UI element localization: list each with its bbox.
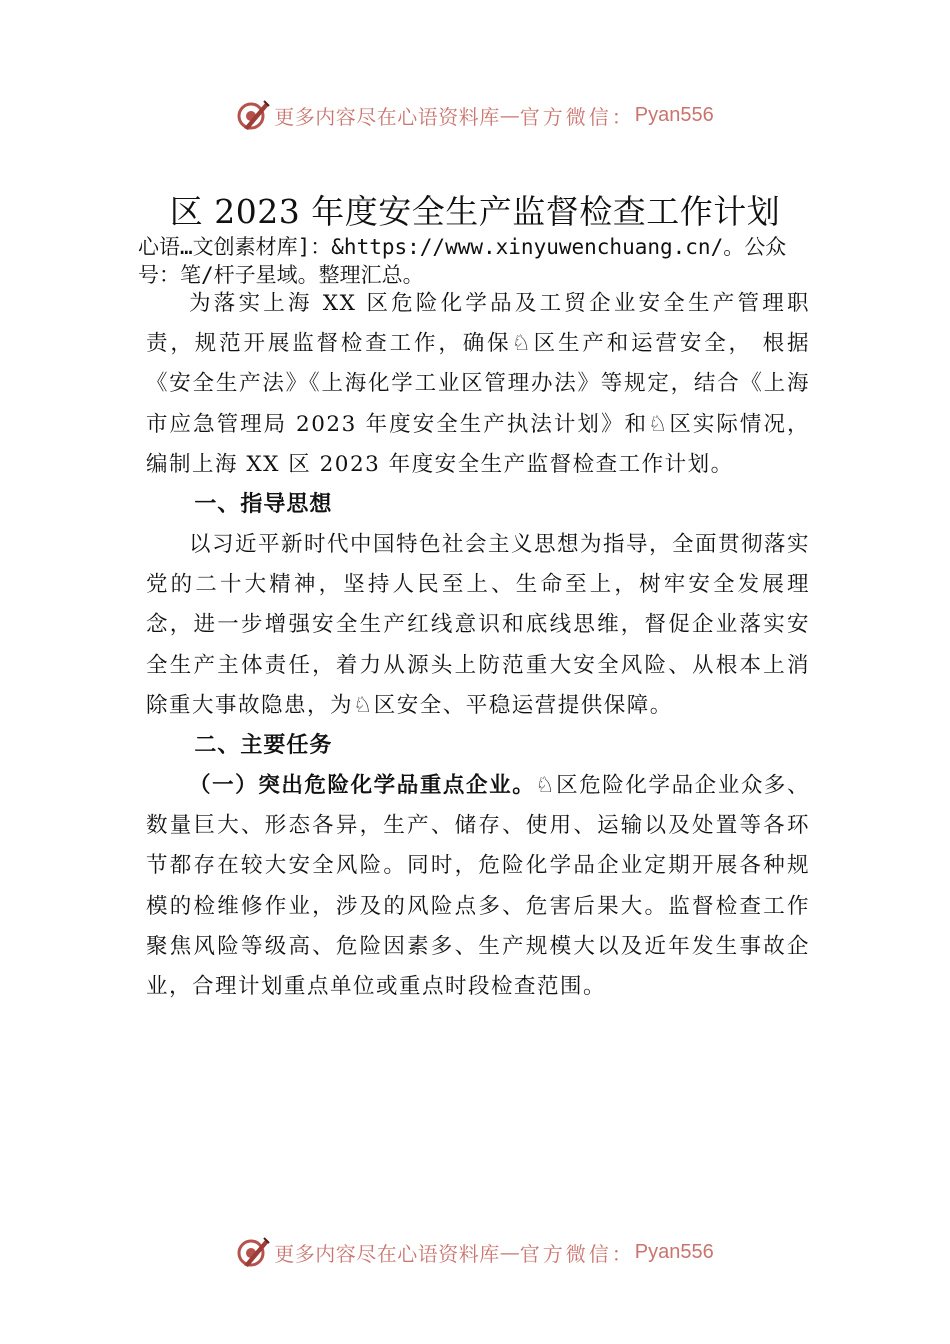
document-title: 区 2023 年度安全生产监督检查工作计划 (169, 192, 781, 231)
section-heading-main-tasks: 二、主要任务 (194, 733, 333, 759)
task-item-1-paragraph (146, 766, 810, 1007)
header-banner (0, 95, 950, 135)
guiding-ideology-paragraph: 以习近平新时代中国特色社会主义思想为指导，全面贯彻落实党的二十大精神，坚持人民至上、生命至上，树牢安全发展理念，进一步增强安全生产红线意识和底线思维，督促企业落实安全生产主体责任，着力从源头上防范重大安全风险、从根本上消除重大事故隐患，为♘区安全、平稳运营提供保障。 (146, 532, 811, 718)
intro-paragraph: 为落实上海 XX 区危险化学品及工贸企业安全生产管理职责，规范开展监督检查工作，确保♘区生产和运营安全， 根据《安全生产法》《上海化学工业区管理办法》等规定，结合《上海市应急管理局 2023 年度安全生产执法计划》和♘区实际情况，编制上海 XX 区 2023 年度安全生产监督检查工作计划。 (146, 291, 810, 477)
task-item-1-lead: （一）突出危险化学品重点企业。 (189, 773, 536, 799)
footer-banner-text: 更多内容尽在心语资料库 (274, 1241, 500, 1266)
source-note: 心语…文创素材库]：&https://www.xinyuwenchuang.cn/。公众号：笔/杆子星域。整理汇总。 (138, 235, 787, 287)
document-body (146, 284, 810, 1007)
pen-logo-icon (236, 1235, 270, 1269)
task-item-1-body: ♘区危险化学品企业众多、数量巨大、形态各异，生产、储存、使用、运输以及处置等各环节都存在较大安全风险。同时，危险化学品企业定期开展各种规模的检维修作业，涉及的风险点多、危害后果大。监督检查工作聚焦风险等级高、危险因素多、生产规模大以及近年发生事故企业，合理计划重点单位或重点时段检查范围。 (146, 773, 810, 1000)
section-heading-guiding-ideology: 一、指导思想 (194, 492, 333, 518)
banner-text: 更多内容尽在心语资料库 (274, 104, 500, 129)
banner-separator: — (499, 103, 520, 127)
footer-banner (0, 1232, 950, 1272)
footer-banner-wechat-id: Pyan556 (634, 1240, 714, 1263)
banner-wechat-id: Pyan556 (634, 103, 714, 126)
footer-banner-separator: — (499, 1240, 520, 1264)
footer-banner-wechat-label: 官方微信： (519, 1241, 635, 1266)
banner-wechat-label: 官方微信： (519, 104, 635, 129)
pen-logo-icon (236, 98, 270, 132)
